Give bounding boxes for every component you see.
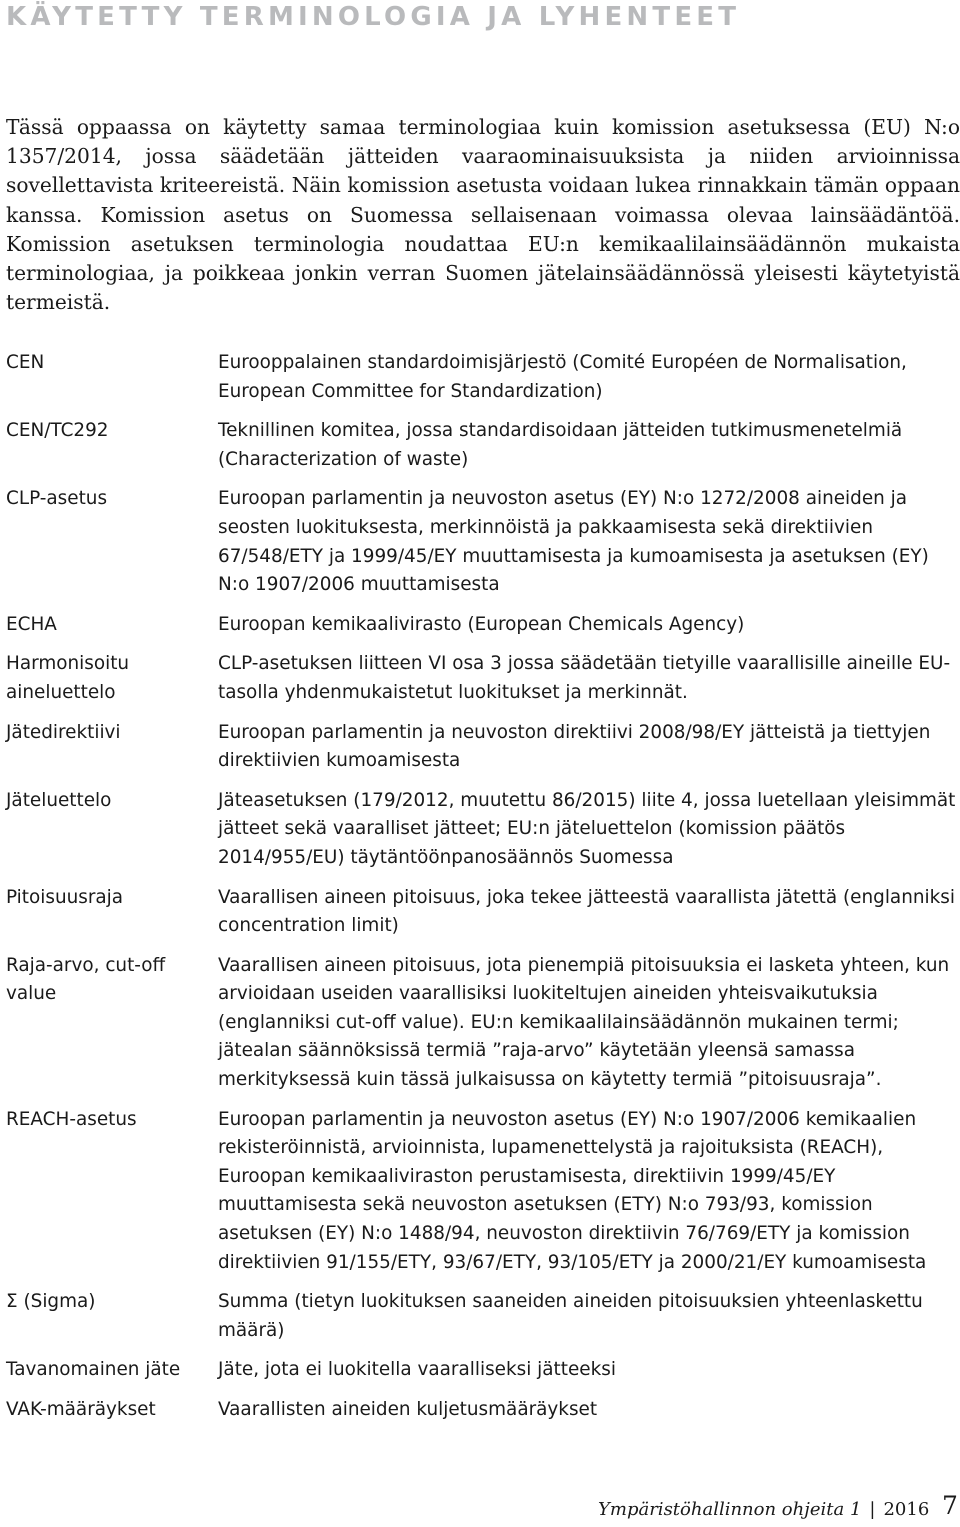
term-name: Raja-arvo, cut-off value [6, 954, 166, 1005]
term-row [6, 884, 960, 941]
term-row [6, 1396, 960, 1425]
term-name: CLP-asetus [6, 488, 108, 510]
term-name: VAK-määräykset [6, 1399, 156, 1420]
footer-publication-title: Ympäristöhallinnon ohjeita [598, 1499, 845, 1520]
term-definition: Summa (tietyn luokituksen saaneiden aineiden pitoisuuksien yhteenlaskettu määrä) [218, 1291, 923, 1341]
term-definition: Euroopan parlamentin ja neuvoston asetus (EY) N:o 1272/2008 aineiden ja seosten luokituksesta, merkinnöistä ja pakkaamisesta sekä direktiivien 67/548/ETY ja 1999/45/EY muuttamisesta ja kumoamisesta ja asetuksen (EY) N:o 1907/2006 muuttamisesta [218, 488, 929, 596]
term-name: Σ (Sigma) [6, 1291, 96, 1313]
terminology-list [6, 349, 960, 1436]
term-definition: Euroopan parlamentin ja neuvoston direktiivi 2008/98/EY jätteistä ja tiettyjen direktiivien kumoamisesta [218, 721, 931, 772]
term-definition: Euroopan parlamentin ja neuvoston asetus (EY) N:o 1907/2006 kemikaalien rekisteröinnistä, arvioinnista, lupamenettelystä ja rajoituksista (REACH), Euroopan kemikaaliviraston perustamisesta, direktiivin 1999/45/EY muuttamisesta sekä neuvoston asetuksen (ETY) N:o 793/93, komission asetuksen (EY) N:o 1488/94, neuvoston direktiivin 76/769/ETY ja komission direktiivien 91/155/ETY, 93/67/ETY, 93/105/ETY ja 2000/21/EY kumoamisesta [218, 1108, 927, 1273]
page-heading: KÄYTETTY TERMINOLOGIA JA LYHENTEET [6, 2, 741, 32]
intro-paragraph: Tässä oppaassa on käytetty samaa terminologiaa kuin komission asetuksessa (EU) N:o 1357/2014, jossa säädetään jätteiden vaaraominaisuuksista ja niiden arvioinnissa sovellettavista kriteereistä. Näin komission asetusta voidaan lukea rinnakkain tämän oppaan kanssa. Komission asetus on Suomessa sellaisenaan voimassa olevaa lainsäädäntöä. Komission asetuksen terminologia noudattaa EU:n kemikaalilainsäädännön mukaista terminologiaa, ja poikkeaa jonkin verran Suomen jätelainsäädännössä yleisesti käytetyistä termeistä. [6, 115, 960, 315]
term-row [6, 349, 960, 406]
term-name: CEN/TC292 [6, 420, 109, 442]
term-definition: CLP-asetuksen liitteen VI osa 3 jossa säädetään tietyille vaarallisille aineille EU-tasolla yhdenmukaistetut luokitukset ja merkinnät. [218, 653, 951, 703]
term-definition: Euroopan kemikaalivirasto (European Chemicals Agency) [218, 613, 745, 635]
term-name: Pitoisuusraja [6, 886, 124, 908]
term-name: CEN [6, 352, 45, 373]
term-name: Jätedirektiivi [6, 721, 121, 743]
term-definition: Eurooppalainen standardoimisjärjestö (Comité Européen de Normalisation, European Committee for Standardization) [218, 352, 907, 402]
term-definition: Teknillinen komitea, jossa standardisoidaan jätteiden tutkimusmenetelmiä (Characterization of waste) [218, 420, 903, 470]
term-row [6, 611, 960, 640]
term-definition: Vaarallisten aineiden kuljetusmääräykset [218, 1399, 598, 1420]
page-footer [0, 1491, 960, 1527]
term-row [6, 719, 960, 776]
term-row [6, 485, 960, 599]
term-row [6, 650, 960, 707]
term-definition: Vaarallisen aineen pitoisuus, jota pienempiä pitoisuuksia ei lasketa yhteen, kun arvioidaan useiden vaarallisiksi luokiteltujen aineiden yhteisvaikutuksia (englanniksi cut-off value). EU:n kemikaalilainsäädännön mukainen termi; jätealan säännöksissä termiä ”raja-arvo” käytetään yleensä samassa merkityksessä kuin tässä julkaisussa on käytetty termiä ”pitoisuusraja”. [218, 954, 950, 1091]
term-definition: Vaarallisen aineen pitoisuus, joka tekee jätteestä vaarallista jätettä (englanniksi concentration limit) [218, 886, 955, 937]
footer-issue: 1 [849, 1499, 862, 1520]
term-name: Jäteluettelo [6, 789, 112, 811]
term-row [6, 787, 960, 873]
term-name: REACH-asetus [6, 1108, 137, 1130]
term-name: Harmonisoitu aineluettelo [6, 653, 130, 703]
term-row [6, 1106, 960, 1278]
term-row [6, 417, 960, 474]
term-row [6, 1356, 960, 1385]
term-row [6, 1288, 960, 1345]
term-definition: Jäte, jota ei luokitella vaaralliseksi jätteeksi [218, 1359, 616, 1381]
page-number: 7 [942, 1491, 958, 1520]
footer-separator: | [869, 1499, 876, 1520]
term-definition: Jäteasetuksen (179/2012, muutettu 86/2015) liite 4, jossa luetellaan yleisimmät jätteet sekä vaaralliset jätteet; EU:n jäteluettelon (komission päätös 2014/955/EU) täytäntöönpanosäännös Suomessa [218, 789, 956, 868]
term-name: Tavanomainen jäte [6, 1359, 181, 1381]
footer-year: 2016 [883, 1499, 930, 1520]
term-row [6, 952, 960, 1095]
footer-publication [598, 1499, 929, 1520]
term-name: ECHA [6, 613, 57, 635]
